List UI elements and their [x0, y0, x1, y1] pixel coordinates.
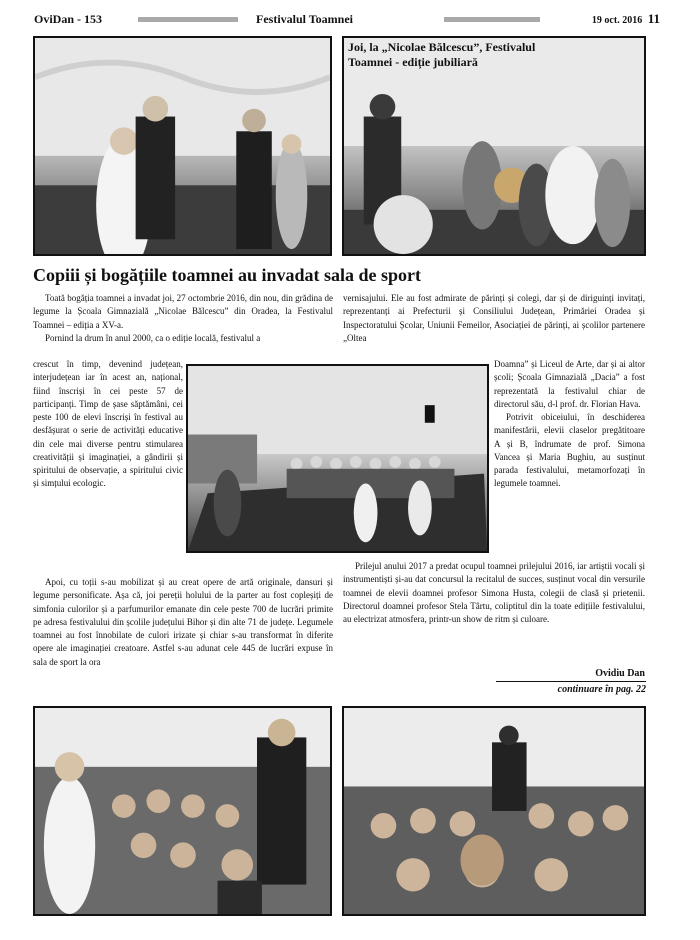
paragraph: Pornind la drum în anul 2000, ca o ediție locală, festivalul a — [45, 332, 261, 343]
article-column-2-top — [343, 292, 645, 345]
article-headline: Copiii și bogățiile toamnei au invadat sala de sport — [33, 265, 422, 285]
festival-photo-icon — [344, 38, 644, 254]
festival-photo-icon — [344, 708, 644, 914]
header-divider — [444, 17, 540, 22]
article-column-1-middle — [33, 358, 183, 491]
page-header — [34, 12, 664, 30]
photo-bottom-left — [33, 706, 332, 916]
issue-date: 19 oct. 2016 — [591, 15, 643, 26]
photo-caption: Joi, la „Nicolae Bălcescu”, Festivalul Toamnei - ediție jubiliară — [348, 40, 536, 69]
paragraph: Toată bogăția toamnei a invadat joi, 27 octombrie 2016, din nou, din grădina de legume la Școala Gimnazială „Nicolae Bălcescu” din Oradea, la Festivalul Toamnei – ediția a XV-a. — [33, 293, 333, 330]
divider — [496, 681, 646, 682]
paragraph: vernisajului. Ele au fost admirate de părinți și colegi, dar și de diriguinți invitați, reprezentanți ai Prefecturii și Consiliului Județean, Primăriei Oradea și Inspectoratului Școlar, Uniunii Femeilor, Asociației de părinți, ai școlilor partenere „Oltea — [343, 293, 645, 343]
continuation-note: continuare în pag. 22 — [557, 684, 646, 695]
paragraph: Prilejul anului 2017 a predat ocupul toamnei prilejului 2016, iar artiștii vocali și instrumentiști și-au dat concursul la recitalul de succes, susținut vocal din versurile toamnei de elevii doamnei profesor Simona Husta, colegii de clasă și prietenii. Directorul doamnei profesor Stela Târtu, coliptitul din la toate edițiile festivalului, au electrizat atmosfera, printr-un show de ritm și culoare. — [343, 561, 645, 624]
section-title: Festivalul Toamnei — [256, 12, 354, 26]
article-column-2-middle — [494, 358, 645, 491]
page-number: 11 — [647, 11, 660, 26]
publication-issue: OviDan - 153 — [34, 12, 103, 26]
header-divider — [138, 17, 238, 22]
paragraph: crescut în timp, devenind județean, interjudețean iar în acest an, național, fiind înscriși în cei peste 57 de participanți. Timp de șase săptămâni, cei peste 100 de elevi înscriși în festival au desfășurat o serie de activități educative din cele mai diverse pentru stimularea creativității și imaginației, a gândirii și spiritului de observație, a spiritului civic și simțului ecologic. — [33, 359, 183, 489]
article-column-1-top — [33, 292, 333, 345]
festival-photo-icon — [188, 366, 487, 551]
author-signature: Ovidiu Dan — [595, 668, 645, 679]
festival-photo-icon — [35, 38, 330, 254]
photo-center — [186, 364, 489, 553]
paragraph: Apoi, cu toții s-au mobilizat și au creat opere de artă originale, dansuri și legume personificate. Așa că, joi pereții holului de la parter au fost copleșiți de simfonia culorilor și a parfumurilor emanate din cele peste 700 de lucrări primite pe adresa festivalului din școlile județului Bihor și din alte 71 de județe. Legumele toamnei au fost înnobilate de culori irizate și chiar s-au transformat în diferite opere ale imaginației creatoare. Astfel s-au adunat cele 445 de lucrări expuse în sala de sport la ora — [33, 577, 333, 667]
paragraph: Doamna” și Liceul de Arte, dar și ai altor școli; Școala Gimnazială „Dacia” a fost reprezentată la festivalul chiar de directorul său, d-l prof. dr. Florian Hava. — [494, 359, 645, 409]
date-page — [592, 12, 660, 28]
photo-top-left — [33, 36, 332, 256]
article-column-1-bottom — [33, 576, 333, 669]
paragraph: Potrivit obiceiului, în deschiderea manifestării, elevii claselor pregătitoare A și B, îndrumate de prof. Simona Vancea și Maria Bughiu, au susținut parada festivalului, metamorfozați în legumele toamnei. — [494, 412, 645, 489]
photo-bottom-right — [342, 706, 646, 916]
article-column-2-bottom — [343, 560, 645, 626]
festival-photo-icon — [35, 708, 330, 914]
